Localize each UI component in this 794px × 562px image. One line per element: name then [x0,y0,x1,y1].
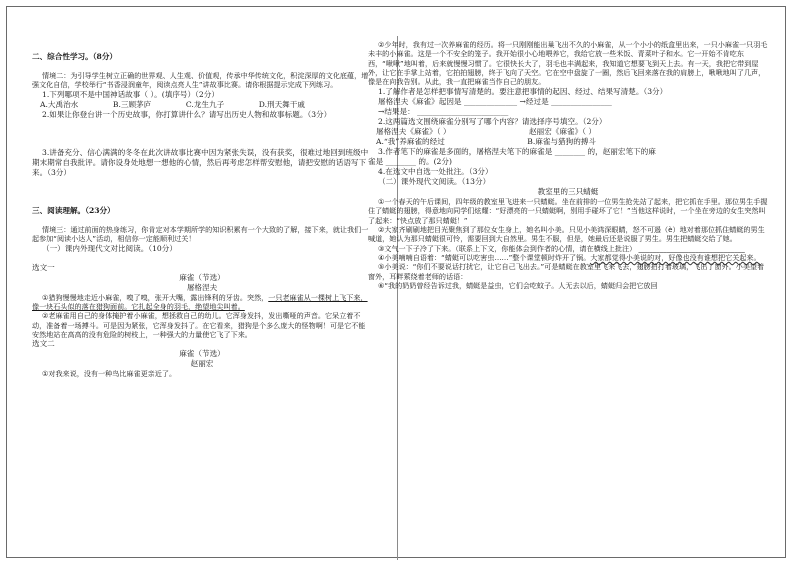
subsection-1-title: （一）课内外现代文对比阅读。（10分） [42,243,177,253]
text-a-paragraph-2: ②老麻雀用自己的身体掩护着小麻雀，想拯救自己的幼儿。它浑身发抖，发出嘶哑的声音。它呆立着不动，准备着一场搏斗。可是因为紧张，它浑身发抖了。在它看来，猎狗是个多么庞大的怪物啊！可是它不能安然地站在高高的没有危险的树枝上，一种强大的力量使它飞了下来。 [32,311,366,340]
reading-question-2: 2.这两篇选文围绕麻雀分别写了哪个内容？请选择序号填空。（2分） [378,116,607,126]
reading-question-3-cont[interactable]: 雀是 ________ 的。(2分) [368,156,452,166]
answer-space-2[interactable] [32,120,372,148]
text-a-paragraph-1: ①猎狗慢慢地走近小麻雀，嗅了嗅，张开大嘴，露出锋利的牙齿。突然，一只老麻雀从一棵树上飞下来，像一块石头似的落在猎狗面前。它扎起全身的羽毛，绝望地尖叫着。 [32,292,368,311]
reading-question-2-options [376,137,596,147]
option-b[interactable]: B.麻雀与猎狗的搏斗 [527,136,596,146]
blank-b[interactable]: 赵丽宏《麻雀》（ ） [529,126,596,136]
question-2: 2.如果让你登台讲一个历史故事，你打算讲什么？请写出历史人物和故事标题。（3分） [42,109,332,119]
article-paragraph-3[interactable]: ③文气一下子冷了下来。（联系上下文，你能体会到作者的心情，请在横线上批注） ______________________________ [378,243,745,253]
reading-question-4: 4.在选文中自选一处批注。（3分） [378,166,493,176]
section-2-title: 二、综合性学习。（8分） [32,52,118,61]
article-paragraph-4: ④小美喃喃自语着：“蜻蜓可以吃害虫……”整个课堂顿时炸开了锅。大家都觉得小美说的对，好像也没有谁想把它关起来。 [378,253,761,263]
blank-a[interactable]: 屠格涅夫《麻雀》（ ） [376,126,451,136]
reading-question-3[interactable]: 3.作者笔下的麻雀是多面的，屠格涅夫笔下的麻雀是 ________ 的，赵丽宏笔下的麻 [378,146,656,156]
option-c[interactable]: C.龙生九子 [185,99,225,109]
text-b-author: 赵丽宏 [190,359,214,369]
text-a-title: 麻雀（节选） [179,272,225,282]
answer-space-3[interactable] [32,178,372,206]
section-3-title: 三、阅读理解。（23分） [32,205,115,215]
option-a[interactable]: A.“我”养麻雀的经过 [376,136,445,146]
subsection-2-title: （二）课外现代文阅读。（13分） [378,176,491,186]
option-d[interactable]: D.刑天舞干戚 [258,99,305,109]
question-1-options [40,100,305,110]
section-3-intro: 情境三：通过前面的热身练习，你肯定对本学期所学的知识积累有一个大致的了解，接下来，就让我们一起参加“阅读小达人”活动，相信你一定能顺利过关！ [32,224,369,244]
article-paragraph-6: ⑥“我的奶奶曾经告诉过我，蜻蜓是益虫，它们会吃蚊子。人无去以后，蜻蜓归会把它放回 [378,281,658,291]
article-title: 教室里的三只蜻蜓 [537,186,599,196]
reading-question-1-line-1[interactable]: 屠格涅夫《麻雀》起因是 ______________ →经过是 ________________ [378,96,612,106]
option-a[interactable]: A.大禹治水 [40,99,79,109]
wavy-underlined-sentence: 大家都觉得小美说的对，好像也没有谁想把它关起来。 [590,253,761,263]
text-b-paragraph-1: ①对我来说，没有一种鸟比麻雀更亲近了。 [42,369,177,379]
question-3: 3.讲备充分、信心满满的冬冬在此次讲故事比赛中因为紧张失误，没有获奖，很难过地回到班级中期末期常自我批评。请你设身处地想一想他的心情，然后再考虑怎样帮安慰他，请把安慰的话语写下来。（3分） [32,147,369,177]
left-column [32,52,372,379]
option-b[interactable]: B.三顾茅庐 [112,99,152,109]
reading-question-1-line-2[interactable]: →结果是： ________________________ [378,106,509,116]
text-b-title: 麻雀（节选） [179,349,225,359]
article-paragraph-5: ⑤小美说：“你们不要说话打扰它，让它自己飞出去。”可是蜻蜓在教室里飞来飞去，翅膀拍打着玻璃，飞出了窗外。小美望着窗外，耳畔萦绕着老师的话语： [368,262,765,281]
section-2-intro: 情境二：为引导学生树立正确的世界观、人生观、价值观，传承中华传统文化，积淀深厚的文化底蕴，增强文化自信，学校举行“书香浸润童年，阅读点亮人生”讲故事比赛。请你根据提示完成下列练习。 [32,71,369,90]
article-paragraph-1: ①一个春天的午后课间，四年级的教室里飞进来一只蜻蜓。坐在前排的一位男生抢先站了起来，把它抓在手里。那位男生手握住了蜻蜓的翅膀，得意地向同学们炫耀：“好漂亮的一只蜻蜓啊，别用手碰坏了它！”当他这样说时，一个坐在旁边的女生突然叫了起来：“快点放了那只蜻蜓！” [368,196,768,225]
text-a-author: 屠格涅夫 [186,282,218,292]
text-b-paragraph-2: ②少年时，我有过一次养麻雀的经历。将一只刚刚能出巢飞出不久的小麻雀，从一个小小的纸盒里出来，一只小麻雀一只羽毛未丰的小麻雀。这是一个不安全的笼子。我开始很小心地喂养它，我给它放一些米饭、青菜叶子和水。它一开始不肯吃东西，“啾啾”地叫着，后来就慢慢习惯了。它很快长大了，羽毛也丰满起来，我知道它想要飞到天上去。有一天，我把它带到屋外，让它在手掌上站着，它拍拍翅膀，终于飞向了天空。它在空中盘旋了一圈，然后飞回来落在我的肩膀上，啾啾地叫了几声，像是在向我告别。从此，我一直把麻雀当作自己的朋友。 [368,40,768,87]
reading-question-2-blanks [376,127,596,137]
reading-question-1: 1.了解作者是怎样把事情写清楚的。要注意把事情的起因、经过、结果写清楚。（3分） [378,86,668,96]
article-paragraph-2: ②大家齐刷刷地把目光聚焦到了那位女生身上，她名叫小美。只见小美鸿深眼睛，怒不可遏（è）地对着那位抓住蜻蜓的男生喊道，她认为那只蜻蜓很可怜，需要回到大自然里。男生不服，但是，她最后还是说服了男生。男生把蜻蜓交给了她。 [368,225,765,244]
underlined-sentence: 一只老麻雀从一棵树上飞下来，像一块石头似的落在猎狗面前。它扎起全身的羽毛，绝望地尖叫着。 [32,292,368,311]
text-a-label: 选文一 [32,262,55,272]
question-1: 1.下列哪项不是中国神话故事（ ）。(填序号）（2分） [42,89,219,99]
text-b-label: 选文二 [32,339,55,349]
right-column [368,40,768,291]
